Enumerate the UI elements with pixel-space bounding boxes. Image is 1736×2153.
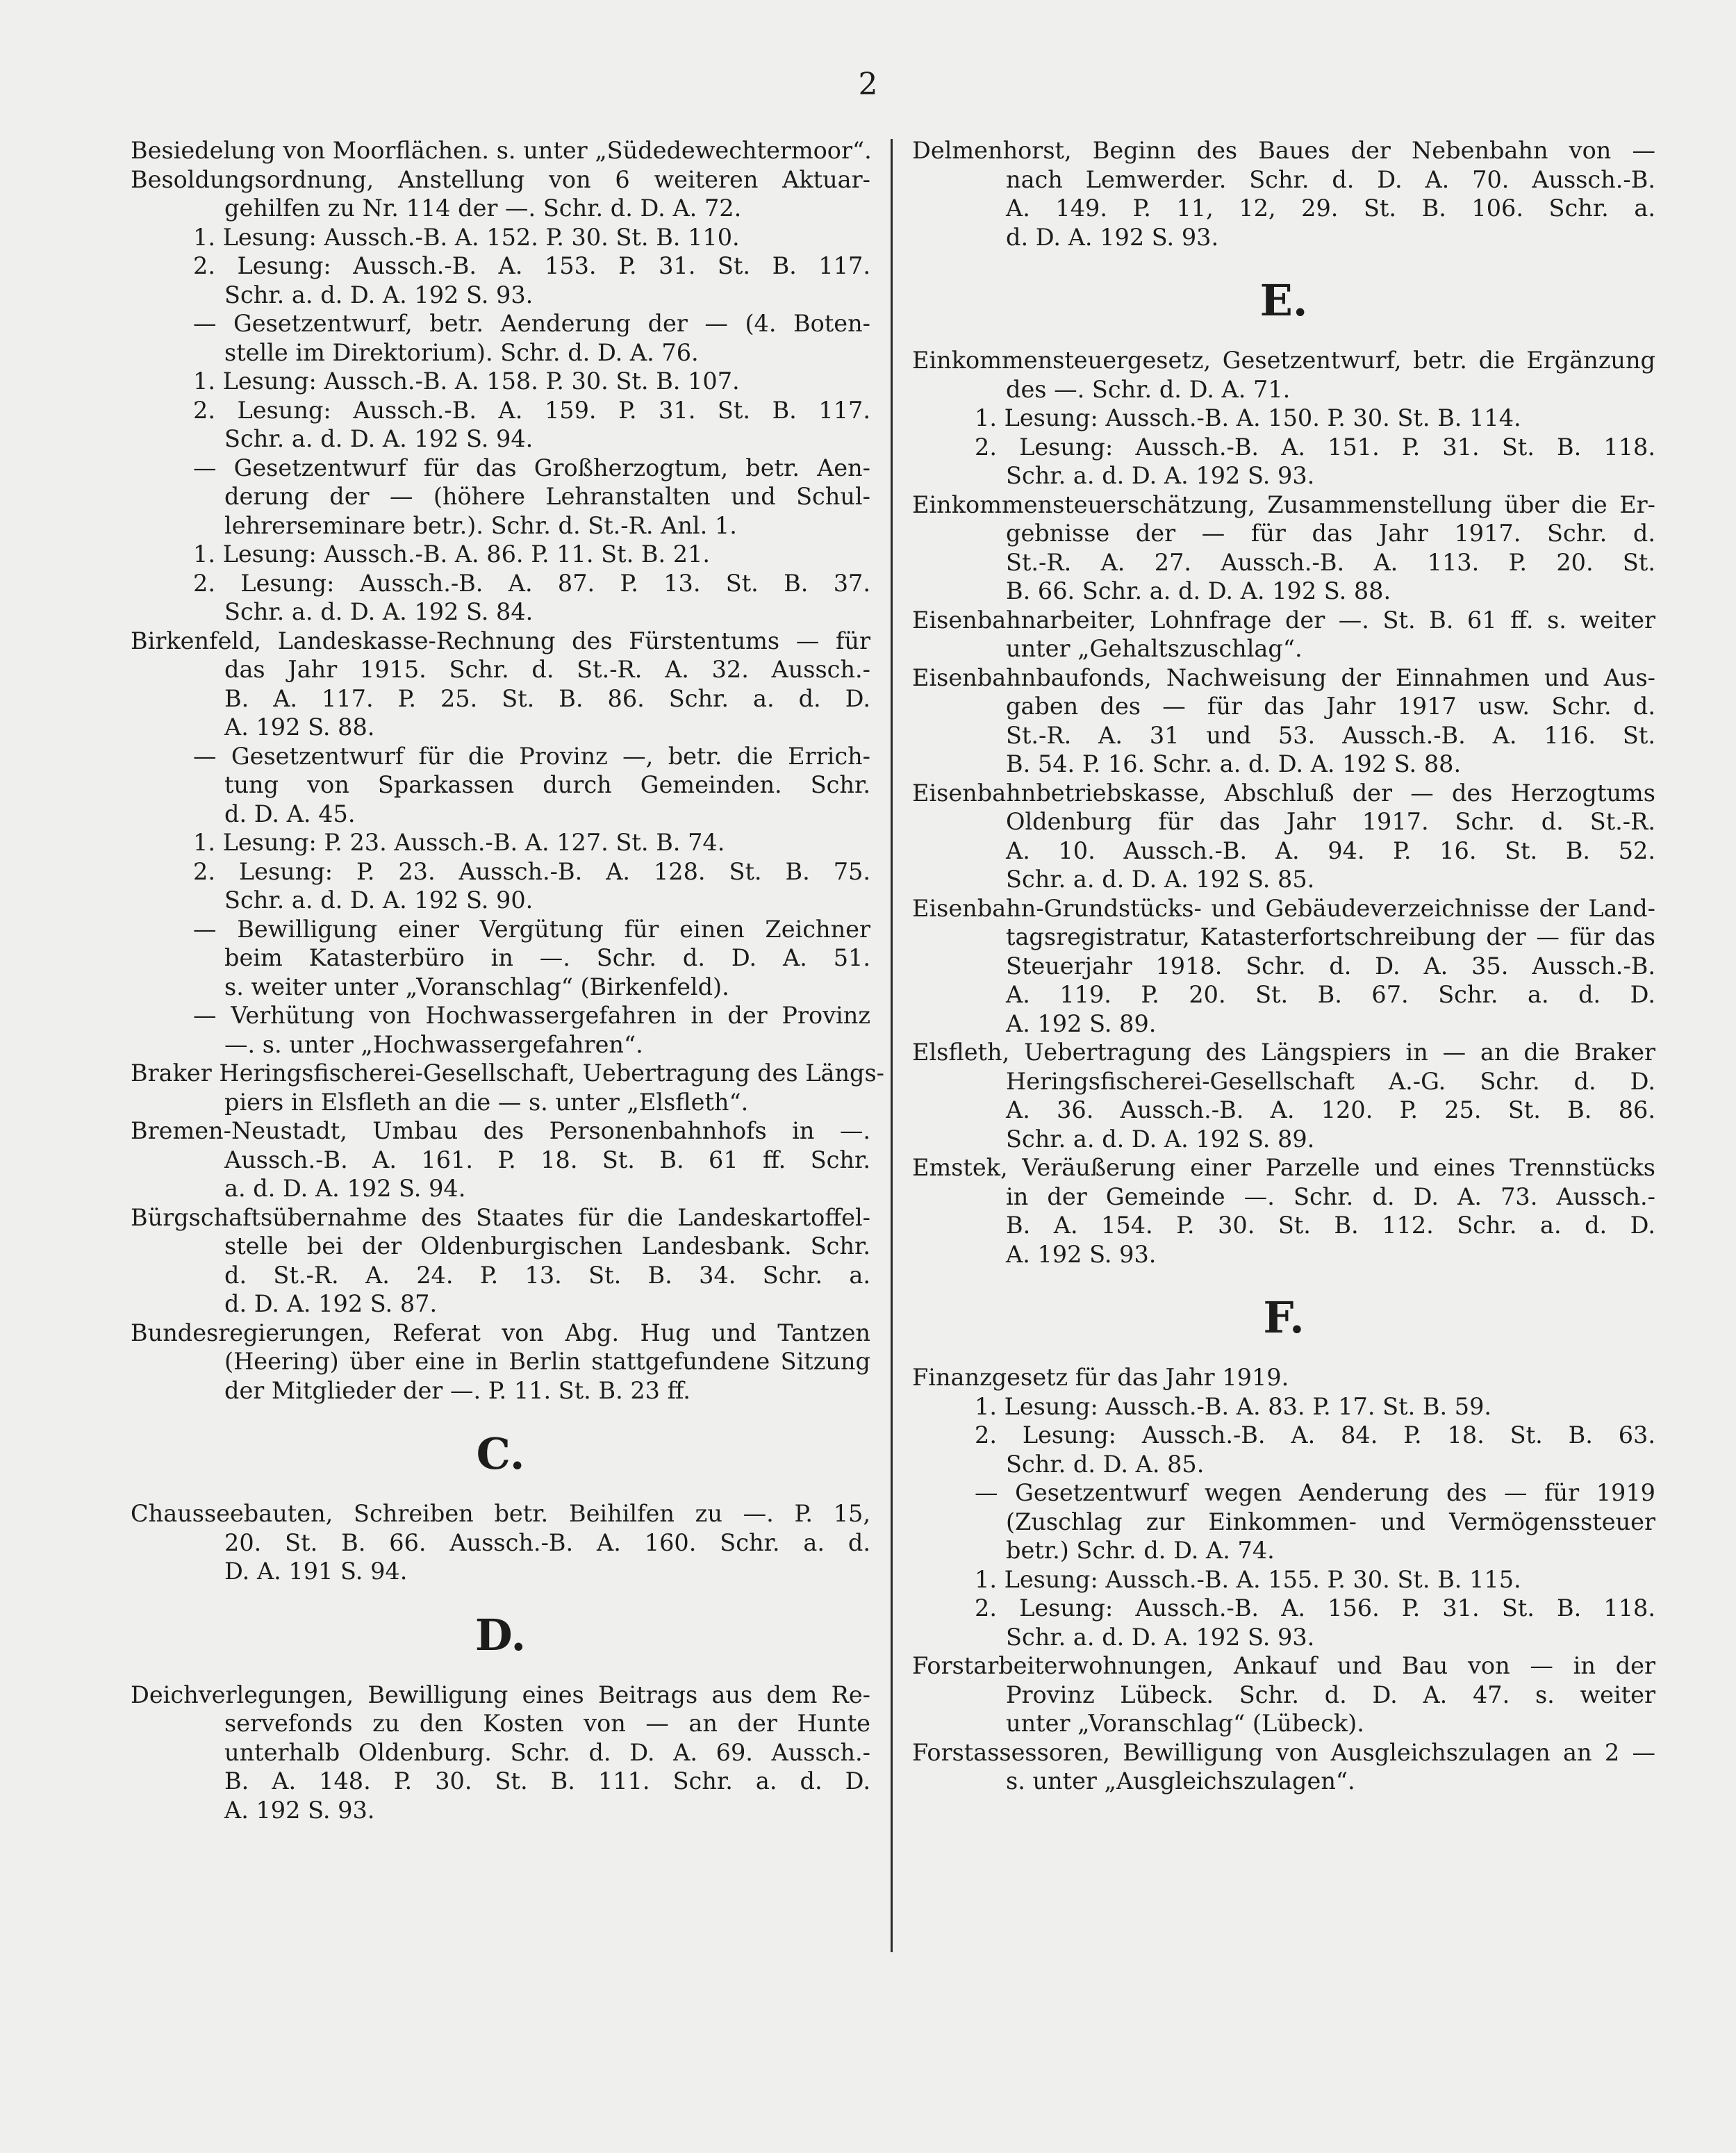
entry-line: tung von Sparkassen durch Gemeinden. Schr. — [224, 771, 870, 798]
entry-line: 2. Lesung: Aussch.-B. A. 151. P. 31. St. B. 118. — [975, 433, 1655, 461]
entry-line: 2. Lesung: Aussch.-B. A. 159. P. 31. St. B. 117. — [193, 396, 870, 424]
index-entry — [131, 1499, 870, 1586]
entry-line: lehrerseminare betr.). Schr. d. St.-R. Anl. 1. — [224, 511, 737, 539]
section-letter: E. — [1259, 275, 1308, 326]
entry-line: (Heering) über eine in Berlin stattgefundene Sitzung — [224, 1348, 870, 1375]
index-entry — [131, 136, 870, 165]
entry-line: betr.) Schr. d. D. A. 74. — [1006, 1537, 1275, 1564]
entry-line: B. 66. Schr. a. d. D. A. 192 S. 88. — [1006, 577, 1391, 604]
entry-line: piers in Elsfleth an die — s. unter „Elsfleth“. — [224, 1088, 749, 1116]
entry-line: Eisenbahnarbeiter, Lohnfrage der —. St. B. 61 ff. s. weiter — [912, 606, 1655, 634]
entry-line: in der Gemeinde —. Schr. d. D. A. 73. Aussch.- — [1006, 1182, 1655, 1210]
entry-line: Delmenhorst, Beginn des Baues der Nebenbahn von — — [912, 137, 1655, 164]
entry-line: d. St.-R. A. 24. P. 13. St. B. 34. Schr. a. — [224, 1261, 870, 1289]
entry-line: A. 192 S. 93. — [1006, 1240, 1157, 1268]
entry-line: Besiedelung von Moorflächen. s. unter „Südedewechtermoor“. — [131, 137, 872, 164]
entry-line: Emstek, Veräußerung einer Parzelle und eines Trennstücks — [912, 1154, 1655, 1181]
entry-line: Schr. a. d. D. A. 192 S. 84. — [224, 598, 534, 625]
entry-line: — Gesetzentwurf für die Provinz —, betr. die Errich- — [193, 742, 870, 770]
entry-line: 1. Lesung: Aussch.-B. A. 86. P. 11. St. B. 21. — [193, 541, 711, 568]
index-entry — [912, 1738, 1655, 1796]
entry-line: Schr. d. D. A. 85. — [1006, 1450, 1205, 1478]
entry-line: Aussch.-B. A. 161. P. 18. St. B. 61 ff. Schr. — [224, 1146, 870, 1173]
entry-line: Eisenbahnbaufonds, Nachweisung der Einnahmen und Aus- — [912, 663, 1655, 691]
index-entry — [131, 627, 870, 1059]
entry-line: gehilfen zu Nr. 114 der —. Schr. d. D. A. 72. — [224, 195, 742, 222]
entry-line: B. A. 117. P. 25. St. B. 86. Schr. a. d. D. — [224, 684, 870, 712]
entry-line: s. weiter unter „Voranschlag“ (Birkenfeld). — [224, 973, 729, 1000]
index-entry — [912, 779, 1655, 894]
entry-line: D. A. 191 S. 94. — [224, 1558, 408, 1585]
entry-line: Deichverlegungen, Bewilligung eines Beitrags aus dem Re- — [131, 1681, 870, 1708]
entry-line: 2. Lesung: Aussch.-B. A. 84. P. 18. St. B. 63. — [975, 1421, 1655, 1449]
entry-line: Birkenfeld, Landeskasse-Rechnung des Fürstentums — für — [131, 627, 870, 654]
index-entry — [912, 346, 1655, 490]
index-entry — [912, 663, 1655, 779]
entry-line: — Verhütung von Hochwassergefahren in der Provinz — [193, 1002, 870, 1029]
entry-line: Heringsfischerei-Gesellschaft A.-G. Schr. d. D. — [1006, 1067, 1655, 1095]
entry-line: Einkommensteuerschätzung, Zusammenstellung über die Er- — [912, 490, 1655, 518]
index-entry — [912, 1651, 1655, 1738]
entry-line: 1. Lesung: Aussch.-B. A. 150. P. 30. St. B. 114. — [975, 404, 1521, 431]
entry-line: Chausseebauten, Schreiben betr. Beihilfen zu —. P. 15, — [131, 1500, 870, 1527]
entry-line: nach Lemwerder. Schr. d. D. A. 70. Aussch.-B. — [1006, 165, 1655, 193]
entry-line: unter „Gehaltszuschlag“. — [1006, 635, 1303, 662]
entry-line: 1. Lesung: Aussch.-B. A. 83. P. 17. St. B. 59. — [975, 1392, 1492, 1420]
index-entry — [912, 1153, 1655, 1269]
index-entry — [131, 1681, 870, 1825]
entry-line: s. unter „Ausgleichszulagen“. — [1006, 1767, 1355, 1795]
index-entry — [131, 1059, 884, 1116]
left-column — [131, 136, 884, 1993]
entry-line: B. 54. P. 16. Schr. a. d. D. A. 192 S. 88. — [1006, 750, 1462, 777]
entry-line: Bremen-Neustadt, Umbau des Personenbahnhofs in —. — [131, 1117, 870, 1144]
index-entry — [131, 1116, 870, 1203]
entry-line: Bundesregierungen, Referat von Abg. Hug und Tantzen — [131, 1319, 870, 1346]
entry-line: Steuerjahr 1918. Schr. d. D. A. 35. Aussch.-B. — [1006, 952, 1655, 980]
entry-line: Besoldungsordnung, Anstellung von 6 weiteren Aktuar- — [131, 165, 870, 193]
entry-line: A. 192 S. 89. — [1006, 1009, 1157, 1037]
entry-line: unterhalb Oldenburg. Schr. d. D. A. 69. Aussch.- — [224, 1738, 870, 1766]
entry-line: (Zuschlag zur Einkommen- und Vermögenssteuer — [1006, 1508, 1655, 1535]
entry-line: Schr. a. d. D. A. 192 S. 85. — [1006, 866, 1315, 893]
entry-line: A. 192 S. 88. — [224, 713, 375, 741]
entry-line: des —. Schr. d. D. A. 71. — [1006, 375, 1291, 403]
entry-line: derung der — (höhere Lehranstalten und Schul- — [224, 483, 870, 510]
entry-line: A. 36. Aussch.-B. A. 120. P. 25. St. B. 86. — [1006, 1096, 1655, 1123]
entry-line: Schr. a. d. D. A. 192 S. 93. — [1006, 462, 1315, 489]
entry-line: Schr. a. d. D. A. 192 S. 93. — [1006, 1623, 1315, 1651]
index-entry — [912, 1363, 1655, 1651]
entry-line: servefonds zu den Kosten von — an der Hunte — [224, 1710, 870, 1737]
index-entry — [912, 1038, 1655, 1153]
entry-line: — Gesetzentwurf wegen Aenderung des — für 1919 — [975, 1479, 1655, 1506]
entry-line: beim Katasterbüro in —. Schr. d. D. A. 51. — [224, 944, 870, 971]
entry-line: Einkommensteuergesetz, Gesetzentwurf, betr. die Ergänzung — [912, 347, 1655, 374]
entry-line: Elsfleth, Uebertragung des Längspiers in — an die Braker — [912, 1039, 1655, 1066]
entry-line: 20. St. B. 66. Aussch.-B. A. 160. Schr. a. d. — [224, 1528, 870, 1556]
entry-line: 1. Lesung: Aussch.-B. A. 158. P. 30. St. B. 107. — [193, 368, 740, 395]
entry-line: St.-R. A. 27. Aussch.-B. A. 113. P. 20. St. — [1006, 548, 1655, 576]
index-entry — [131, 165, 870, 627]
entry-line: 2. Lesung: Aussch.-B. A. 87. P. 13. St. B. 37. — [193, 569, 870, 597]
entry-line: der Mitglieder der —. P. 11. St. B. 23 ff. — [224, 1376, 691, 1404]
index-entry — [912, 606, 1655, 663]
entry-line: Braker Heringsfischerei-Gesellschaft, Uebertragung des Längs- — [131, 1059, 884, 1087]
entry-line: A. 119. P. 20. St. B. 67. Schr. a. d. D. — [1006, 981, 1655, 1008]
entry-line: Eisenbahnbetriebskasse, Abschluß der — des Herzogtums — [912, 779, 1655, 807]
entry-line: —. s. unter „Hochwassergefahren“. — [224, 1030, 643, 1058]
entry-line: stelle bei der Oldenburgischen Landesbank. Schr. — [224, 1232, 870, 1260]
section-letter: C. — [476, 1428, 525, 1479]
entry-line: Schr. a. d. D. A. 192 S. 89. — [1006, 1125, 1315, 1153]
entry-line: Finanzgesetz für das Jahr 1919. — [912, 1364, 1289, 1391]
entry-line: Forstassessoren, Bewilligung von Ausgleichszulagen an 2 — — [912, 1738, 1655, 1766]
entry-line: B. A. 148. P. 30. St. B. 111. Schr. a. d. D. — [224, 1767, 870, 1795]
entry-line: A. 149. P. 11, 12, 29. St. B. 106. Schr. a. — [1006, 195, 1655, 222]
entry-line: Schr. a. d. D. A. 192 S. 94. — [224, 425, 534, 452]
entry-line: B. A. 154. P. 30. St. B. 112. Schr. a. d. D. — [1006, 1212, 1655, 1239]
entry-line: unter „Voranschlag“ (Lübeck). — [1006, 1710, 1364, 1737]
index-entry — [912, 894, 1655, 1039]
entry-line: a. d. D. A. 192 S. 94. — [224, 1175, 466, 1202]
index-entry — [131, 1203, 870, 1319]
entry-line: Schr. a. d. D. A. 192 S. 90. — [224, 886, 534, 914]
index-entry — [131, 1319, 870, 1405]
entry-line: Schr. a. d. D. A. 192 S. 93. — [224, 281, 534, 308]
index-entry — [912, 490, 1655, 606]
index-entry — [912, 136, 1655, 251]
entry-line: das Jahr 1915. Schr. d. St.-R. A. 32. Aussch.- — [224, 656, 870, 683]
entry-line: gaben des — für das Jahr 1917 usw. Schr. d. — [1006, 693, 1655, 720]
entry-line: A. 192 S. 93. — [224, 1796, 375, 1824]
entry-line: Oldenburg für das Jahr 1917. Schr. d. St.-R. — [1006, 808, 1655, 835]
entry-line: Forstarbeiterwohnungen, Ankauf und Bau von — in der — [912, 1652, 1655, 1679]
entry-line: 1. Lesung: Aussch.-B. A. 152. P. 30. St. B. 110. — [193, 223, 740, 251]
entry-line: — Gesetzentwurf für das Großherzogtum, betr. Aen- — [193, 454, 870, 481]
entry-line: stelle im Direktorium). Schr. d. D. A. 76. — [224, 338, 699, 366]
entry-line: 2. Lesung: P. 23. Aussch.-B. A. 128. St. B. 75. — [193, 857, 870, 885]
right-column — [912, 136, 1655, 1993]
column-divider — [891, 139, 893, 1952]
entry-line: — Bewilligung einer Vergütung für einen Zeichner — [193, 915, 870, 943]
entry-line: St.-R. A. 31 und 53. Aussch.-B. A. 116. St. — [1006, 721, 1655, 749]
entry-line: Provinz Lübeck. Schr. d. D. A. 47. s. weiter — [1006, 1681, 1655, 1708]
entry-line: 2. Lesung: Aussch.-B. A. 153. P. 31. St. B. 117. — [193, 252, 870, 279]
entry-line: d. D. A. 45. — [224, 800, 356, 827]
entry-line: 2. Lesung: Aussch.-B. A. 156. P. 31. St. B. 118. — [975, 1594, 1655, 1622]
entry-line: gebnisse der — für das Jahr 1917. Schr. d. — [1006, 520, 1655, 547]
entry-line: Eisenbahn-Grundstücks- und Gebäudeverzeichnisse der Land- — [912, 894, 1655, 922]
entry-line: — Gesetzentwurf, betr. Aenderung der — (4. Boten- — [193, 310, 870, 337]
entry-line: 1. Lesung: Aussch.-B. A. 155. P. 30. St. B. 115. — [975, 1565, 1521, 1593]
section-letter: D. — [474, 1609, 527, 1660]
page-number: 2 — [858, 67, 878, 102]
section-letter: F. — [1263, 1292, 1305, 1343]
entry-line: d. D. A. 192 S. 93. — [1006, 223, 1219, 251]
entry-line: tagsregistratur, Katasterfortschreibung der — für das — [1006, 923, 1655, 950]
entry-line: A. 10. Aussch.-B. A. 94. P. 16. St. B. 52. — [1006, 836, 1655, 864]
entry-line: d. D. A. 192 S. 87. — [224, 1290, 438, 1317]
entry-line: Bürgschaftsübernahme des Staates für die Landeskartoffel- — [131, 1203, 870, 1231]
entry-line: 1. Lesung: P. 23. Aussch.-B. A. 127. St. B. 74. — [193, 829, 725, 856]
